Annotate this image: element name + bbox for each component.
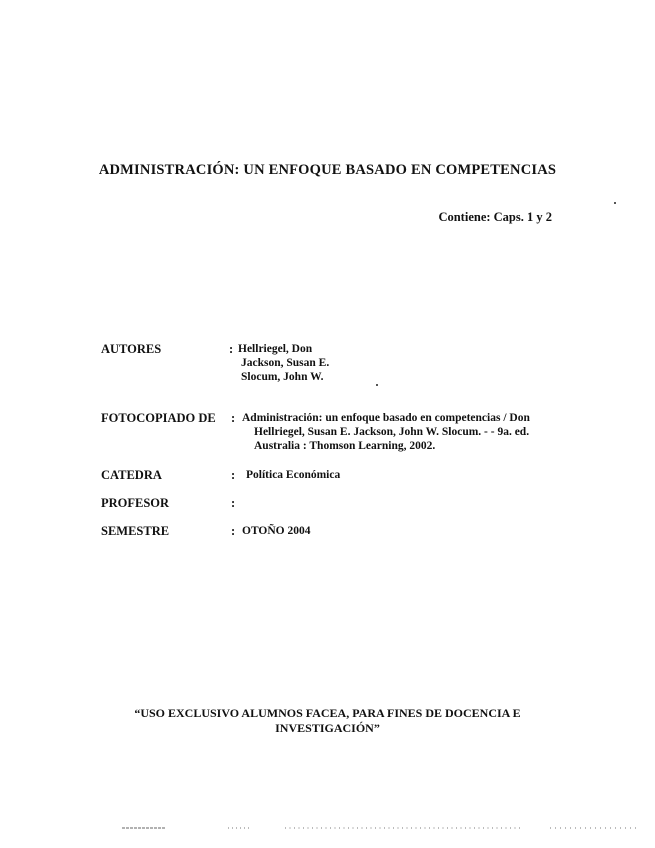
usage-notice [0,706,655,736]
chair-label: CATEDRA [101,468,162,482]
semester-label: SEMESTRE [101,524,170,538]
scan-dots-graphic [120,825,640,831]
author-line: Jackson, Susan E. [241,357,330,369]
professor-separator: : [231,496,236,510]
document-title: ADMINISTRACIÓN: UN ENFOQUE BASADO EN COMPETENCIAS [98,162,557,178]
authors-separator: : [229,342,234,356]
citation-line: Hellriegel, Susan E. Jackson, John W. Slocum. - - 9a. ed. [254,426,530,438]
citation-line: Administración: un enfoque basado en competencias / Don [242,412,530,424]
contents-note: Contiene: Caps. 1 y 2 [438,210,552,224]
semester-value: OTOÑO 2004 [242,525,311,537]
author-line: Slocum, John W. [241,371,324,383]
scan-speck [614,202,616,204]
chair-separator: : [231,468,236,482]
usage-notice-line: INVESTIGACIÓN” [275,721,380,735]
citation-line: Australia : Thomson Learning, 2002. [254,440,436,452]
chair-value: Política Económica [246,469,341,481]
authors-values [238,342,329,384]
author-line: Hellriegel, Don [238,343,313,355]
photocopied-label: FOTOCOPIADO DE [101,411,216,425]
scan-speck [376,384,378,386]
semester-separator: : [231,524,236,538]
scan-artifacts [120,818,640,824]
usage-notice-line: “USO EXCLUSIVO ALUMNOS FACEA, PARA FINES DE DOCENCIA E [134,706,521,720]
photocopied-separator: : [231,411,236,425]
professor-label: PROFESOR [101,496,170,510]
photocopied-values [242,411,530,453]
authors-label: AUTORES [101,342,162,356]
